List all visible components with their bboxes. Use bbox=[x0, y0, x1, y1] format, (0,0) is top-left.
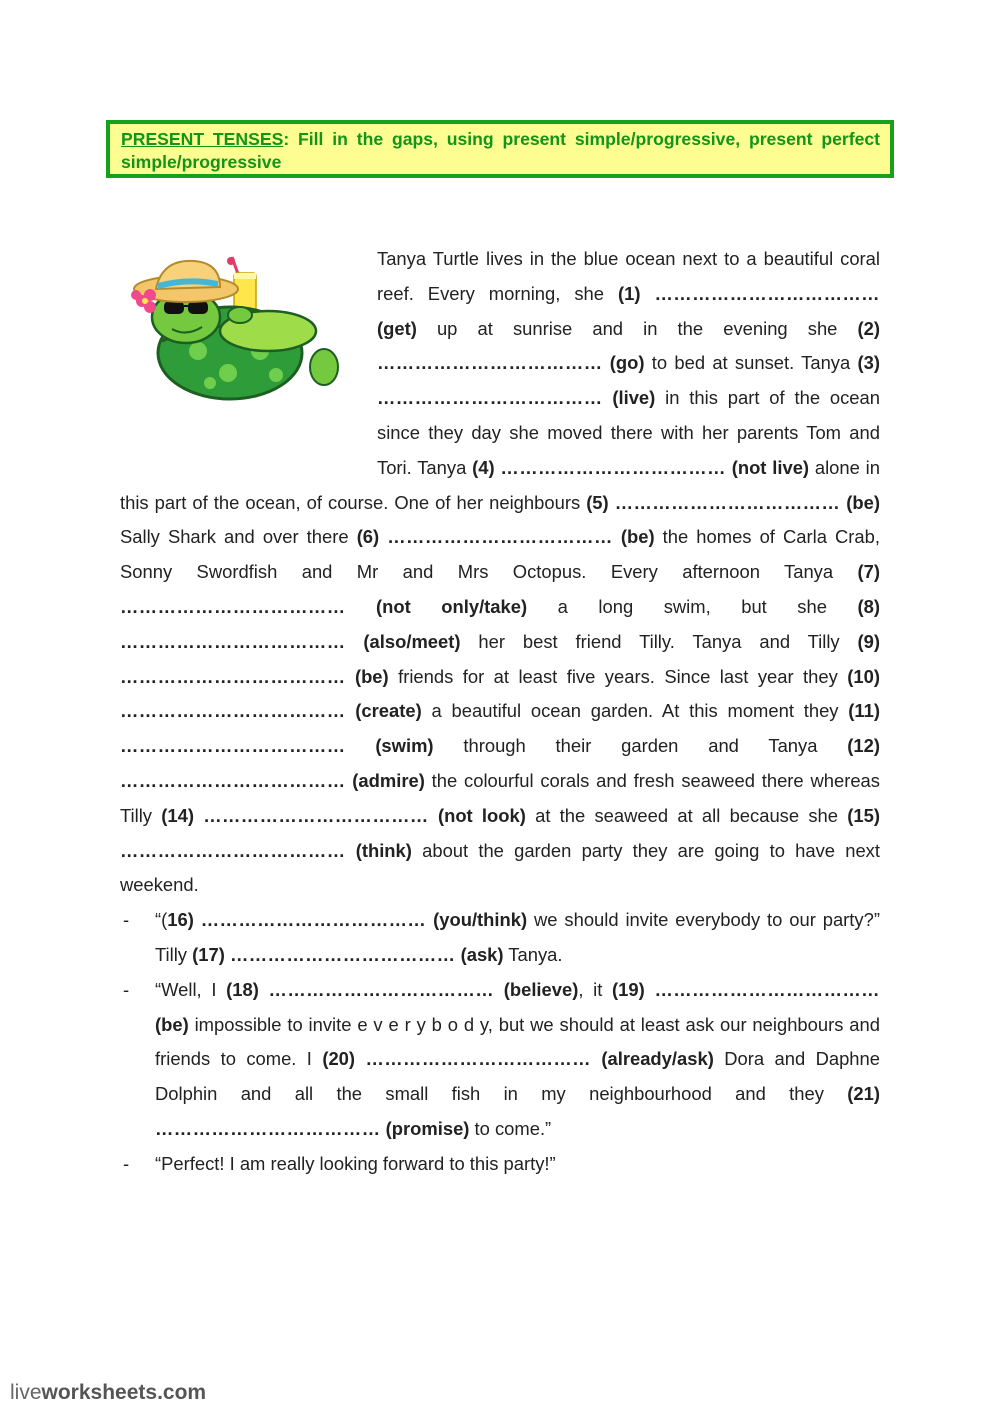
story-text-segment: Tanya Turtle lives in the blue ocean next to a beautiful coral reef. Every morning, she bbox=[377, 248, 880, 304]
verb-hint: (not look) bbox=[437, 804, 526, 826]
brand-tail: .com bbox=[157, 1381, 207, 1404]
gap-14-blank[interactable]: ……………………………… bbox=[203, 804, 429, 826]
gap-16-blank[interactable]: ……………………………… bbox=[200, 909, 427, 931]
gap-number: (20) bbox=[322, 1048, 356, 1070]
gap-number: (5) bbox=[586, 491, 609, 513]
dialogue-text-segment: Dora and Daphne Dolphin and all the small fish in my neighbourhood and they bbox=[155, 1048, 880, 1105]
story-text-segment: the colourful corals and fresh seaweed there whereas Tilly bbox=[120, 769, 880, 826]
gap-4-blank[interactable]: ……………………………… bbox=[500, 456, 726, 478]
dash-marker: - bbox=[123, 978, 130, 1000]
gap-number: 16) bbox=[167, 909, 194, 931]
story-text-segment: the homes of Carla Crab, Sonny Swordfish and Mr and Mrs Octopus. Every afternoon Tanya bbox=[120, 526, 880, 583]
gap-19-blank[interactable]: ……………………………… bbox=[654, 978, 880, 1000]
header-instruction: : Fill in the gaps, using present simple/progressive, present perfect simple/progressive bbox=[121, 129, 880, 172]
gap-21-blank[interactable]: ……………………………… bbox=[155, 1117, 381, 1139]
story-text-segment: up at sunrise and in the evening she bbox=[416, 317, 858, 339]
dialogue-text-segment: Tanya. bbox=[503, 943, 563, 965]
verb-hint: (you/think) bbox=[433, 909, 528, 931]
gap-6-blank[interactable]: ……………………………… bbox=[387, 526, 613, 548]
dialogue-list bbox=[120, 903, 880, 1181]
verb-hint: (admire) bbox=[352, 769, 425, 791]
verb-hint: (not live) bbox=[731, 456, 810, 478]
gap-number: (1) bbox=[618, 282, 641, 304]
verb-hint: (create) bbox=[355, 700, 422, 722]
brand-bold: worksheets bbox=[41, 1381, 158, 1404]
gap-1-blank[interactable]: ……………………………… bbox=[654, 282, 880, 304]
story-text-segment: through their garden and Tanya bbox=[433, 735, 848, 757]
dialogue-text-segment: , it bbox=[578, 978, 613, 1000]
gap-number: (18) bbox=[226, 978, 259, 1000]
verb-hint: (be) bbox=[354, 665, 389, 687]
story-text-segment: about the garden party they are going to have next weekend. bbox=[120, 839, 880, 896]
gap-number: (8) bbox=[857, 595, 880, 617]
story-text bbox=[120, 242, 880, 1182]
dialogue-text-segment: impossible to invite e v e r y b o d y, but we should at least ask our neighbours and friends to come. I bbox=[155, 1013, 880, 1070]
dialogue-text-segment: “( bbox=[155, 909, 168, 931]
verb-hint: (swim) bbox=[375, 735, 434, 757]
verb-hint: (also/meet) bbox=[363, 630, 461, 652]
instruction-header bbox=[106, 120, 894, 178]
gap-number: (15) bbox=[847, 804, 880, 826]
dash-marker: - bbox=[123, 909, 130, 931]
story-text-segment: at the seaweed at all because she bbox=[525, 804, 848, 826]
verb-hint: (be) bbox=[155, 1013, 189, 1035]
gap-17-blank[interactable]: ……………………………… bbox=[229, 943, 456, 965]
gap-10-blank[interactable]: ……………………………… bbox=[120, 700, 346, 722]
verb-hint: (go) bbox=[609, 352, 645, 374]
story-text-segment: in this part of the ocean since they day she moved there with her parents Tom and Tori. Tanya bbox=[377, 387, 880, 478]
dialogue-line bbox=[120, 903, 880, 973]
dialogue-text-segment: “Perfect! I am really looking forward to this party!” bbox=[155, 1152, 556, 1174]
verb-hint: (already/ask) bbox=[601, 1048, 714, 1070]
gap-18-blank[interactable]: ……………………………… bbox=[268, 978, 495, 1000]
gap-number: (2) bbox=[857, 317, 880, 339]
story-text-segment: alone in this part of the ocean, of course. One of her neighbours bbox=[120, 456, 880, 513]
gap-number: (3) bbox=[857, 352, 880, 374]
dialogue-text-segment: “Well, I bbox=[155, 978, 227, 1000]
gap-5-blank[interactable]: ……………………………… bbox=[614, 491, 841, 513]
verb-hint: (ask) bbox=[460, 943, 504, 965]
image-space bbox=[120, 242, 377, 451]
dialogue-text-segment: to come.” bbox=[469, 1117, 552, 1139]
gap-20-blank[interactable]: ……………………………… bbox=[365, 1048, 591, 1070]
gap-number: (12) bbox=[847, 735, 880, 757]
story-text-segment: Sally Shark and over there bbox=[120, 526, 357, 548]
verb-hint: (be) bbox=[846, 491, 880, 513]
gap-number: (10) bbox=[847, 665, 880, 687]
gap-11-blank[interactable]: ……………………………… bbox=[120, 735, 346, 757]
verb-hint: (believe) bbox=[503, 978, 579, 1000]
gap-15-blank[interactable]: ……………………………… bbox=[120, 839, 346, 861]
dash-marker: - bbox=[123, 1152, 130, 1174]
verb-hint: (think) bbox=[355, 839, 412, 861]
gap-number: (14) bbox=[161, 804, 194, 826]
story-text-segment: her best friend Tilly. Tanya and Tilly bbox=[460, 630, 858, 652]
gap-7-blank[interactable]: ……………………………… bbox=[120, 595, 346, 617]
gap-number: (7) bbox=[857, 561, 880, 583]
gap-number: (21) bbox=[847, 1083, 880, 1105]
gap-8-blank[interactable]: ……………………………… bbox=[120, 630, 346, 652]
dialogue-line bbox=[120, 1147, 880, 1182]
header-lead: PRESENT TENSES bbox=[121, 129, 284, 149]
story-text-segment: friends for at least five years. Since last year they bbox=[388, 665, 848, 687]
verb-hint: (live) bbox=[612, 387, 656, 409]
verb-hint: (be) bbox=[620, 526, 655, 548]
story-text-segment: a beautiful ocean garden. At this moment they bbox=[421, 700, 849, 722]
gap-9-blank[interactable]: ……………………………… bbox=[120, 665, 346, 687]
story-text-segment: a long swim, but she bbox=[527, 595, 858, 617]
gap-number: (17) bbox=[192, 943, 225, 965]
gap-2-blank[interactable]: ……………………………… bbox=[377, 352, 603, 374]
gap-number: (4) bbox=[472, 456, 495, 478]
dialogue-text-segment: we should invite everybody to our party?” Tilly bbox=[155, 909, 880, 965]
story-text-segment: to bed at sunset. Tanya bbox=[644, 352, 858, 374]
gap-number: (19) bbox=[612, 978, 645, 1000]
brand-light: live bbox=[10, 1381, 42, 1404]
verb-hint: (not only/take) bbox=[376, 595, 528, 617]
liveworksheets-logo bbox=[10, 1381, 206, 1405]
gap-12-blank[interactable]: ……………………………… bbox=[120, 769, 346, 791]
gap-3-blank[interactable]: ……………………………… bbox=[377, 387, 603, 409]
gap-number: (6) bbox=[356, 526, 380, 548]
gap-number: (11) bbox=[848, 700, 880, 722]
verb-hint: (get) bbox=[377, 317, 417, 339]
verb-hint: (promise) bbox=[385, 1117, 470, 1139]
gap-number: (9) bbox=[857, 630, 880, 652]
dialogue-line bbox=[120, 973, 880, 1147]
